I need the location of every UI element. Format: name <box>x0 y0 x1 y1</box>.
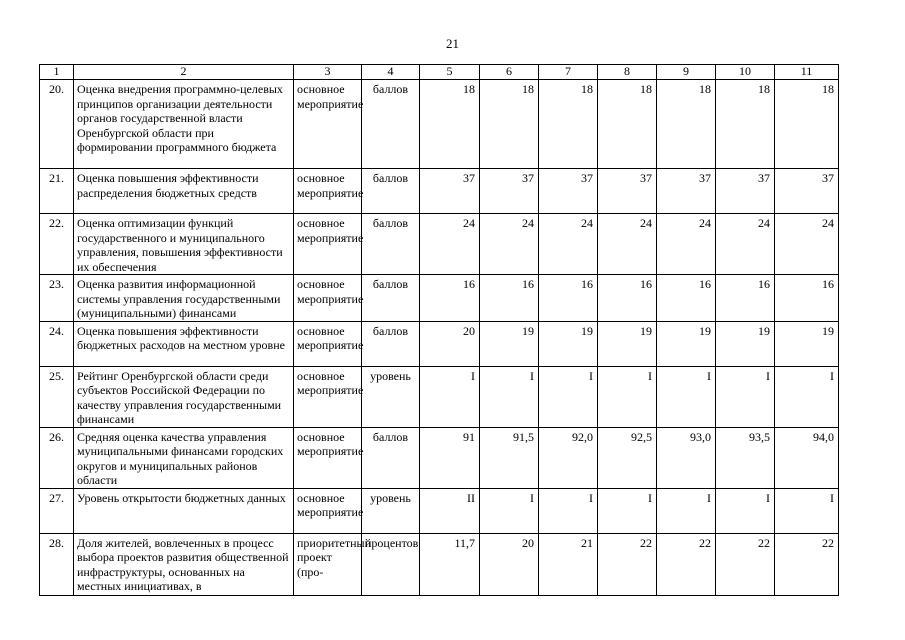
indicator-name: Средняя оценка качества управления муниципальными финансами городских округов и муниципальных районов области <box>74 427 294 488</box>
unit-of-measure: процентов <box>362 533 420 595</box>
indicator-value: 18 <box>539 80 598 169</box>
indicator-value: 22 <box>657 533 716 595</box>
indicator-value: 16 <box>775 275 839 322</box>
indicator-value: 16 <box>716 275 775 322</box>
indicator-value: 24 <box>420 214 480 275</box>
indicator-value: I <box>716 366 775 427</box>
indicator-value: I <box>480 488 539 533</box>
table-row <box>40 275 839 322</box>
indicator-value: 19 <box>657 321 716 366</box>
indicator-value: 37 <box>598 169 657 214</box>
row-number: 22. <box>40 214 74 275</box>
activity-type: основное мероприятие <box>294 80 362 169</box>
table-row <box>40 366 839 427</box>
indicator-value: 16 <box>539 275 598 322</box>
row-number: 28. <box>40 533 74 595</box>
indicator-value: 24 <box>716 214 775 275</box>
indicator-name: Оценка развития информационной системы управления государственными (муниципальными) финансами <box>74 275 294 322</box>
column-header: 3 <box>294 65 362 80</box>
row-number: 24. <box>40 321 74 366</box>
activity-type: основное мероприятие <box>294 427 362 488</box>
activity-type: основное мероприятие <box>294 488 362 533</box>
indicators-table <box>39 64 839 596</box>
indicator-value: 93,0 <box>657 427 716 488</box>
header-row <box>40 65 839 80</box>
table-row <box>40 321 839 366</box>
row-number: 21. <box>40 169 74 214</box>
indicator-value: 92,0 <box>539 427 598 488</box>
indicator-value: I <box>598 488 657 533</box>
table-row <box>40 533 839 595</box>
indicator-name: Оценка повышения эффективности распределения бюджетных средств <box>74 169 294 214</box>
indicator-value: I <box>657 366 716 427</box>
indicator-value: I <box>716 488 775 533</box>
indicator-value: 24 <box>775 214 839 275</box>
column-header: 10 <box>716 65 775 80</box>
column-header: 9 <box>657 65 716 80</box>
unit-of-measure: баллов <box>362 321 420 366</box>
indicator-value: I <box>657 488 716 533</box>
column-header: 2 <box>74 65 294 80</box>
table-row <box>40 427 839 488</box>
column-header: 11 <box>775 65 839 80</box>
indicator-value: 11,7 <box>420 533 480 595</box>
indicator-value: 37 <box>716 169 775 214</box>
indicator-value: 22 <box>598 533 657 595</box>
indicator-value: 16 <box>420 275 480 322</box>
indicator-value: 22 <box>716 533 775 595</box>
indicator-value: 37 <box>480 169 539 214</box>
indicator-value: I <box>775 488 839 533</box>
indicator-name: Доля жителей, вовлеченных в процесс выбора проектов развития общественной инфраструктуры, основанных на местных инициативах, в <box>74 533 294 595</box>
indicator-value: 20 <box>420 321 480 366</box>
indicator-value: 16 <box>657 275 716 322</box>
unit-of-measure: уровень <box>362 366 420 427</box>
indicator-value: I <box>539 488 598 533</box>
activity-type: приоритетный проект (про- <box>294 533 362 595</box>
indicator-value: 18 <box>716 80 775 169</box>
activity-type: основное мероприятие <box>294 169 362 214</box>
indicator-value: 37 <box>420 169 480 214</box>
indicator-value: 94,0 <box>775 427 839 488</box>
row-number: 26. <box>40 427 74 488</box>
row-number: 20. <box>40 80 74 169</box>
unit-of-measure: баллов <box>362 275 420 322</box>
column-header: 7 <box>539 65 598 80</box>
row-number: 25. <box>40 366 74 427</box>
indicator-value: 19 <box>716 321 775 366</box>
table-row <box>40 488 839 533</box>
activity-type: основное мероприятие <box>294 214 362 275</box>
indicator-value: I <box>420 366 480 427</box>
indicator-name: Оценка оптимизации функций государственного и муниципального управления, повышения эффективности их обеспечения <box>74 214 294 275</box>
indicator-value: 93,5 <box>716 427 775 488</box>
indicator-value: 37 <box>539 169 598 214</box>
row-number: 23. <box>40 275 74 322</box>
indicator-value: 18 <box>420 80 480 169</box>
column-header: 6 <box>480 65 539 80</box>
unit-of-measure: уровень <box>362 488 420 533</box>
indicator-value: 19 <box>480 321 539 366</box>
indicator-value: 18 <box>657 80 716 169</box>
column-header: 8 <box>598 65 657 80</box>
indicator-value: 24 <box>480 214 539 275</box>
indicator-value: 24 <box>598 214 657 275</box>
indicator-value: 24 <box>657 214 716 275</box>
indicator-value: 92,5 <box>598 427 657 488</box>
indicator-name: Оценка внедрения программно-целевых принципов организации деятельности органов государственной власти Оренбургской области при формировании программного бюджета <box>74 80 294 169</box>
activity-type: основное мероприятие <box>294 366 362 427</box>
indicator-value: 21 <box>539 533 598 595</box>
indicator-value: 22 <box>775 533 839 595</box>
indicator-value: I <box>775 366 839 427</box>
table-row <box>40 80 839 169</box>
page-number: 21 <box>446 36 459 51</box>
column-header: 4 <box>362 65 420 80</box>
indicator-value: 19 <box>539 321 598 366</box>
indicator-value: 91 <box>420 427 480 488</box>
indicator-value: 16 <box>480 275 539 322</box>
activity-type: основное мероприятие <box>294 275 362 322</box>
indicator-value: 91,5 <box>480 427 539 488</box>
column-header: 5 <box>420 65 480 80</box>
indicator-value: 18 <box>775 80 839 169</box>
indicator-value: I <box>598 366 657 427</box>
indicator-value: 16 <box>598 275 657 322</box>
indicator-name: Оценка повышения эффективности бюджетных расходов на местном уровне <box>74 321 294 366</box>
table-row <box>40 214 839 275</box>
indicator-value: 18 <box>480 80 539 169</box>
indicator-value: 19 <box>598 321 657 366</box>
column-header: 1 <box>40 65 74 80</box>
indicator-name: Рейтинг Оренбургской области среди субъектов Российской Федерации по качеству управления государственными финансами <box>74 366 294 427</box>
indicator-value: 18 <box>598 80 657 169</box>
indicator-value: I <box>480 366 539 427</box>
indicator-value: 20 <box>480 533 539 595</box>
table-body <box>40 80 839 596</box>
unit-of-measure: баллов <box>362 214 420 275</box>
unit-of-measure: баллов <box>362 169 420 214</box>
row-number: 27. <box>40 488 74 533</box>
indicator-value: II <box>420 488 480 533</box>
indicator-value: 37 <box>657 169 716 214</box>
unit-of-measure: баллов <box>362 80 420 169</box>
indicator-value: 24 <box>539 214 598 275</box>
table-row <box>40 169 839 214</box>
indicator-name: Уровень открытости бюджетных данных <box>74 488 294 533</box>
activity-type: основное мероприятие <box>294 321 362 366</box>
indicator-value: 37 <box>775 169 839 214</box>
indicator-value: 19 <box>775 321 839 366</box>
indicator-value: I <box>539 366 598 427</box>
unit-of-measure: баллов <box>362 427 420 488</box>
